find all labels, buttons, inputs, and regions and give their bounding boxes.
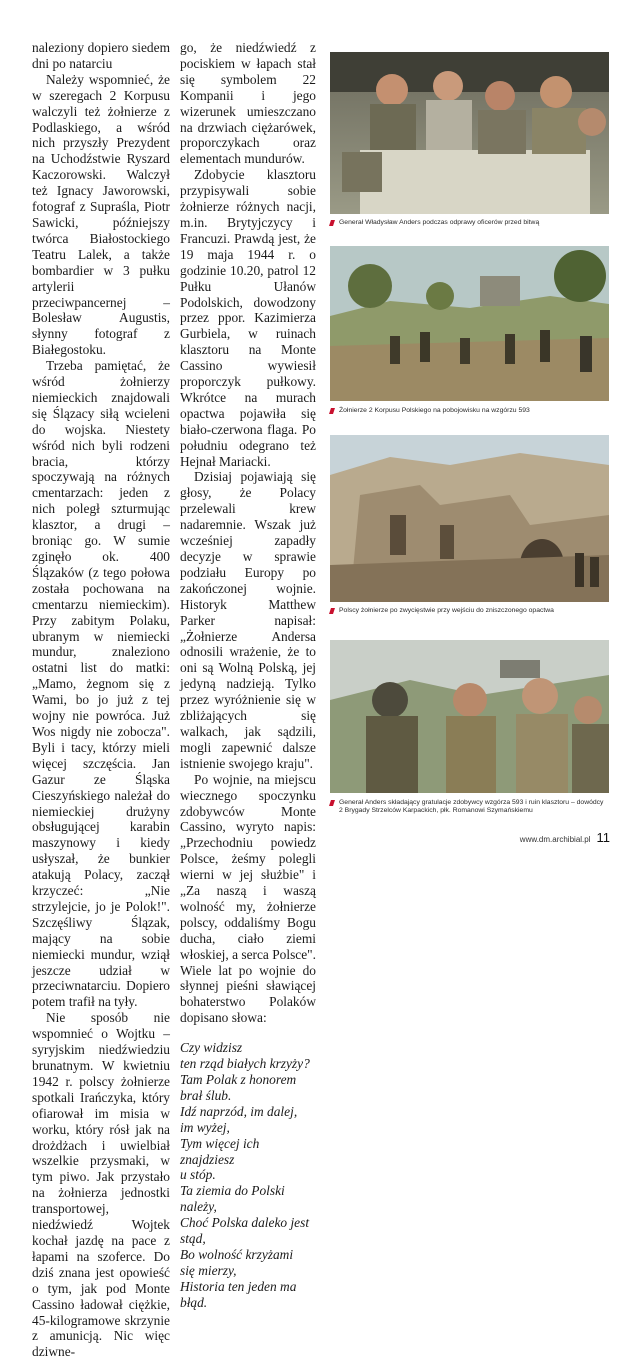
caption: [330, 407, 609, 415]
paragraph: Zdobycie klasztoru przypisywali sobie żołnierze różnych nacji, m.in. Brytyjczycy i Francuzi. Prawdą jest, że 19 maja 1944 r. o godzinie 10.20, patrol 12 Pułku Ułanów Podolskich, dowodzony przez ppor. Kazimierza Gurbiela, w ruinach klasztoru na Monte Cassino wywiesił proporczyk pułkowy. Wkrótce na murach opactwa pojawiła się biało-czerwona flaga. Po południu odegrano też Hejnał Mariacki.: [180, 167, 316, 469]
caption-text: Polscy żołnierze po zwycięstwie przy wejściu do zniszczonego opactwa: [339, 607, 554, 614]
caption-text: Generał Anders składający gratulacje zdobywcy wzgórza 593 i ruin klasztoru – dowódcy 2 Brygady Strzelców Karpackich, płk. Romanowi Szymańskiemu: [339, 799, 604, 815]
poem-line: brał ślub.: [180, 1087, 232, 1103]
photo-battlefield-hill-593: [330, 246, 609, 401]
caption-text: Generał Władysław Anders podczas odprawy oficerów przed bitwą: [339, 219, 540, 226]
poem-line: Idź naprzód, im dalej,: [180, 1103, 298, 1119]
poem-line: Ta ziemia do Polski należy,: [180, 1183, 285, 1215]
caption: [330, 799, 609, 816]
caption: [330, 607, 609, 615]
poem-line: Tym więcej ich znajdziesz: [180, 1135, 260, 1167]
paragraph: Po wojnie, na miejscu wiecznego spoczynku zdobywców Monte Cassino, wyryto napis: „Przechodniu powiedz Polsce, żeśmy polegli wierni w jej służbie" i „Za naszą i waszą wolność my, żołnierze polscy, oddaliśmy Bogu ducha, ciało ziemi włoskiej, a serca Polsce". Wiele lat po wojnie do słynnej pieśni sławiącej bohaterstwo Polaków dopisano słowa:: [180, 771, 316, 1026]
paragraph: naleziony dopiero siedem dni po natarciu: [32, 40, 170, 71]
caption-marker: [329, 608, 335, 614]
paragraph: Trzeba pamiętać, że wśród żołnierzy niemieckich znajdowali się Ślązacy siłą wcieleni do wojska. Niestety wśród nich byli rodzeni bracia, którzy spoczywają na różnych cmentarzach: jeden z nich poległ szturmując klasztor, a drugi – broniąc go. W sumie zginęło ok. 400 Ślązaków (z tego połowa została pochowana na cmentarzu niemieckim). Przy zabitym Polaku, ubranym w niemiecki mundur, znaleziono ostatni list do matki: „Mamo, żegnom się z Wami, bo jo już z tej wojny nie powróca. Już Wos nigdy nie zobocza". Byli i tacy, którzy mieli więcej szczęścia. Jan Gazur ze Śląska Cieszyńskiego należał do niemieckiej drużyny obsługującej karabin maszynowy i kiedy usłyszał, że bunkier atakują Polacy, zaczął krzyczeć: „Nie strzylejcie, jo je Polok!". Szczęśliwy Ślązak, mający na sobie niemiecki mundur, wziął jeszcze udział w przeciwnatarciu. Dopiero potem trafił na tyły.: [32, 358, 170, 1010]
poem: [180, 1040, 316, 1310]
photo-anders-congratulations: [330, 640, 609, 793]
caption-marker: [329, 800, 335, 806]
poem-line: u stóp.: [180, 1167, 216, 1183]
poem-line: Choć Polska daleko jest stąd,: [180, 1215, 310, 1247]
text-column-left: [32, 40, 170, 1360]
caption-marker: [329, 408, 335, 414]
poem-line: im wyżej,: [180, 1119, 230, 1135]
paragraph: Nie sposób nie wspomnieć o Wojtku – syryjskim niedźwiedziu brunatnym. W kwietniu 1942 r. polscy żołnierze spotkali Irańczyka, który ofiarował im misia w worku, który rósł jak na drożdżach i uwielbiał wszelkie przysmaki, w tym piwo. Jak przystało na żołnierza jednostki transportowej, niedźwiedź Wojtek kochał jazdę na pace z łapami na szoferce. Do dziś znana jest opowieść o tym, jak pod Monte Cassino ładował ciężkie, 45-kilogramowe skrzynie z amunicją. Nic więc dziwne-: [32, 1010, 170, 1360]
paragraph: Należy wspomnieć, że w szeregach 2 Korpusu walczyli też żołnierze z Podlaskiego, a wśród nich przyszły Prezydent na Uchodźstwie Ryszard Kaczorowski. Walczył też Ignacy Jaworowski, fotograf z Supraśla, Piotr Sawicki, późniejszy twórca Białostockiego Teatru Lalek, a także bombardier w 3 pułku artylerii przeciwpancernej – Bolesław Augustis, słynny fotograf z Białegostoku.: [32, 71, 170, 358]
photo-anders-briefing: [330, 52, 609, 214]
page-footer: [520, 830, 610, 845]
poem-line: ten rząd białych krzyży?: [180, 1056, 310, 1072]
caption-marker: [329, 220, 335, 226]
caption-text: Żołnierze 2 Korpusu Polskiego na pobojowisku na wzgórzu 593: [339, 407, 530, 414]
paragraph: go, że niedźwiedź z pociskiem w łapach stał się symbolem 22 Kompanii i jego wizerunek umieszczano na drzwiach ciężarówek, proporczykach oraz elementach mundurów.: [180, 40, 316, 167]
footer-url: www.dm.archibial.pl: [519, 835, 591, 844]
poem-line: się mierzy,: [180, 1262, 237, 1278]
poem-line: Tam Polak z honorem: [180, 1072, 297, 1087]
text-column-middle: [180, 40, 316, 1311]
poem-line: Bo wolność krzyżami: [180, 1246, 294, 1262]
poem-line: Czy widzisz: [180, 1040, 243, 1056]
photo-abbey-ruins: [330, 435, 609, 602]
paragraph: Dzisiaj pojawiają się głosy, że Polacy przelewali krew nadaremnie. Wszak już wcześniej zapadły decyzje w sprawie podziału Europy po zakończonej wojnie. Historyk Matthew Parker napisał: „Żołnierze Andersa odnosili wrażenie, że to oni są Wolną Polską, jej jedyną nadzieją. Tylko przez wyróżnienie się w zbliżających się walkach, jak sądzili, mogli zapewnić dalsze istnienie swojego kraju".: [180, 469, 316, 771]
caption: [330, 219, 609, 227]
page-number: 11: [596, 830, 610, 845]
poem-line: Historia ten jeden ma błąd.: [180, 1278, 297, 1310]
